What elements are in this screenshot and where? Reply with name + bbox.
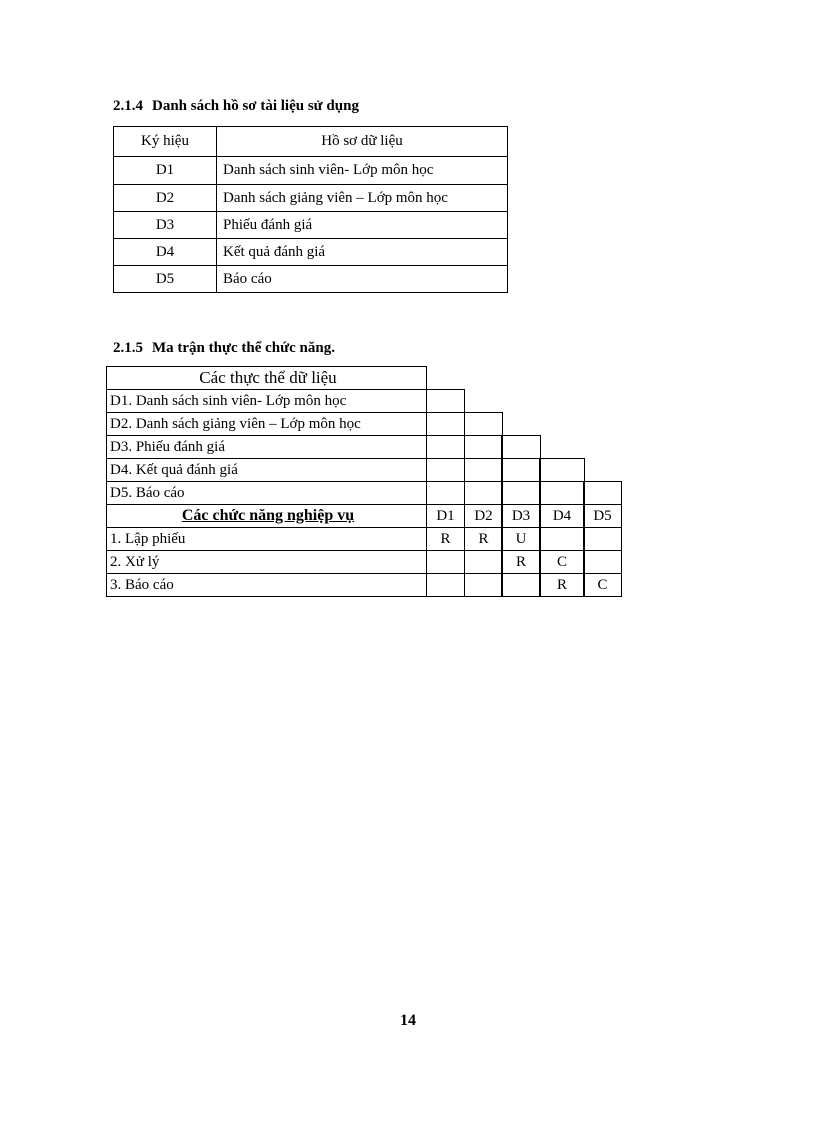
matrix-cell: [539, 527, 585, 551]
matrix-empty-cell: [464, 481, 503, 505]
section-heading-2-1-4: [113, 98, 359, 115]
table-row: [114, 185, 508, 212]
function-row-label: 3. Báo cáo: [106, 573, 427, 597]
matrix-column-header: D3: [501, 504, 541, 528]
matrix-empty-cell: [464, 458, 503, 482]
matrix-empty-cell: [426, 412, 465, 436]
matrix-cell: R: [501, 550, 541, 574]
entity-row-label: D2. Danh sách giảng viên – Lớp môn học: [106, 412, 427, 436]
document-name: Danh sách giảng viên – Lớp môn học: [217, 185, 508, 212]
matrix-empty-cell: [501, 481, 541, 505]
matrix-cell: [426, 573, 465, 597]
matrix-empty-cell: [426, 481, 465, 505]
matrix-column-header: D5: [583, 504, 622, 528]
table-row: [114, 239, 508, 266]
function-row-label: 2. Xử lý: [106, 550, 427, 574]
document-name: Kết quả đánh giá: [217, 239, 508, 266]
document-name: Báo cáo: [217, 266, 508, 293]
table-row: [114, 157, 508, 185]
entity-row-label: D1. Danh sách sinh viên- Lớp môn học: [106, 389, 427, 413]
document-code: D2: [114, 185, 217, 212]
document-code: D5: [114, 266, 217, 293]
document-name: Phiếu đánh giá: [217, 212, 508, 239]
column-header-code: Ký hiệu: [114, 127, 217, 157]
matrix-cell: C: [539, 550, 585, 574]
document-code: D1: [114, 157, 217, 185]
matrix-empty-cell: [464, 435, 503, 459]
entity-row-label: D3. Phiếu đánh giá: [106, 435, 427, 459]
matrix-empty-cell: [426, 435, 465, 459]
table-row: [114, 266, 508, 293]
functions-title: Các chức năng nghiệp vụ: [106, 504, 427, 528]
matrix-empty-cell: [501, 458, 541, 482]
matrix-cell: C: [583, 573, 622, 597]
matrix-empty-cell: [464, 412, 503, 436]
matrix-cell: [583, 527, 622, 551]
matrix-cell: [426, 550, 465, 574]
matrix-cell: R: [539, 573, 585, 597]
entities-title: Các thực thể dữ liệu: [106, 366, 427, 390]
document-code: D3: [114, 212, 217, 239]
matrix-empty-cell: [426, 389, 465, 413]
matrix-empty-cell: [539, 481, 585, 505]
matrix-empty-cell: [539, 458, 585, 482]
matrix-cell: [583, 550, 622, 574]
entity-row-label: D5. Báo cáo: [106, 481, 427, 505]
document-code: D4: [114, 239, 217, 266]
matrix-empty-cell: [426, 458, 465, 482]
function-row-label: 1. Lập phiếu: [106, 527, 427, 551]
matrix-cell: R: [426, 527, 465, 551]
matrix-cell: R: [464, 527, 503, 551]
matrix-cell: [464, 550, 503, 574]
matrix-cell: [501, 573, 541, 597]
page-number: 14: [400, 1012, 416, 1029]
section-heading-2-1-5: [113, 340, 335, 357]
matrix-cell: U: [501, 527, 541, 551]
matrix-column-header: D2: [464, 504, 503, 528]
section-number: 2.1.4: [113, 98, 143, 114]
section-title: Ma trận thực thể chức năng.: [152, 340, 335, 356]
matrix-column-header: D1: [426, 504, 465, 528]
section-title: Danh sách hồ sơ tài liệu sử dụng: [152, 98, 359, 114]
matrix-column-header: D4: [539, 504, 585, 528]
matrix-empty-cell: [501, 435, 541, 459]
table-row: [114, 212, 508, 239]
column-header-name: Hồ sơ dữ liệu: [217, 127, 508, 157]
entity-row-label: D4. Kết quả đánh giá: [106, 458, 427, 482]
matrix-empty-cell: [583, 481, 622, 505]
table-header-row: [114, 127, 508, 157]
document-name: Danh sách sinh viên- Lớp môn học: [217, 157, 508, 185]
documents-table: [113, 126, 508, 293]
matrix-cell: [464, 573, 503, 597]
section-number: 2.1.5: [113, 340, 143, 356]
